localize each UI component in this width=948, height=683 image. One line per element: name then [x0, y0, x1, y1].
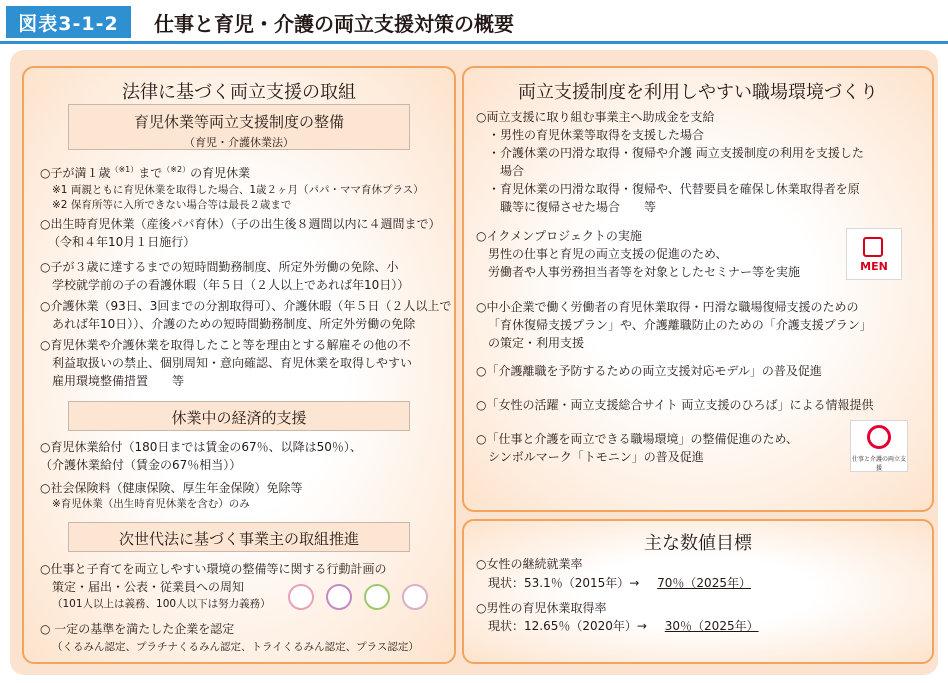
short-hours-line2: 学校就学前の子の看護休暇（年５日（２人以上であれば年10日）） — [52, 278, 410, 292]
childcare-system-heading — [68, 104, 410, 150]
subsidy-bullet-1: ・男性の育児休業等取得を支援した場合 — [488, 128, 705, 142]
footnote-ref-1: （※1） — [110, 165, 139, 174]
insurance-exemption: ○社会保険料（健康保険、厚生年金保険）免除等 — [40, 481, 303, 495]
return-plan-line2: 「育休復帰支援プラン」や、介護離職防止のための「介護支援プラン」 — [488, 318, 872, 332]
kurumin-marks — [288, 578, 438, 618]
figure-label: 図表3-1-2 — [6, 6, 131, 38]
dismissal-ban-line2: 利益取扱いの禁止、個別周知・意向確認、育児休業を取得しやすい — [52, 356, 413, 370]
subsidy-bullet-3-line2: 職等に復帰させた場合 等 — [500, 200, 657, 214]
legal-support-panel — [22, 66, 456, 664]
next-generation-title: 次世代法に基づく事業主の取組推進 — [118, 530, 359, 548]
insurance-exemption-note: ※育児休業（出生時育児休業を含む）のみ — [52, 498, 250, 510]
nursing-leave-line2: あれば年10日））、介護のための短時間勤務制度、所定外労働の免除 — [52, 317, 416, 331]
nursing-leave-line1: ○介護休業（93日、3回までの分割取得可）、介護休暇（年５日（２人以上で — [40, 299, 452, 313]
return-plan-line3: の策定・利用支援 — [488, 336, 585, 350]
male-leave-values — [488, 617, 759, 635]
plus-mark-icon — [402, 584, 428, 610]
male-leave-target: 30％（2025年） — [664, 619, 759, 633]
certification-line2: （くるみん認定、プラチナくるみん認定、トライくるみん認定、プラス認定） — [52, 641, 419, 653]
certification-line1: ○ 一定の基準を満たした企業を認定 — [40, 622, 235, 636]
childcare-leave-text-c: の育児休業 — [190, 166, 251, 180]
economic-support-title: 休業中の経済的支援 — [171, 409, 307, 427]
ikumen-head: ○イクメンプロジェクトの実施 — [476, 229, 642, 243]
ikumen-logo-text: MEN — [860, 260, 888, 273]
tomonin-line1: ○「仕事と介護を両立できる職場環境」の整備促進のため、 — [476, 432, 798, 446]
female-retention-head: ○女性の継続就業率 — [476, 557, 583, 571]
support-site-item: ○「女性の活躍・両立支援総合サイト 両立支援のひろば」による情報提供 — [476, 398, 874, 412]
legal-support-title: 法律に基づく両立支援の取組 — [122, 82, 356, 103]
footnote-ref-2: （※2） — [162, 165, 191, 174]
male-leave-head: ○男性の育児休業取得率 — [476, 601, 607, 615]
ikumen-line3: 労働者や人事労務担当者等を対象としたセミナー等を実施 — [488, 265, 801, 279]
economic-support-heading — [68, 401, 410, 431]
childcare-leave-item — [40, 164, 250, 182]
page-title: 仕事と育児・介護の両立支援対策の概要 — [154, 11, 514, 36]
header-rule — [0, 41, 948, 44]
female-retention-target: 70％（2025年） — [657, 576, 751, 590]
workplace-environment-panel — [462, 66, 934, 512]
female-retention-current: 現状：53.1％（2015年）→ — [488, 576, 640, 590]
next-generation-heading — [68, 522, 410, 552]
ikumen-logo-icon — [863, 237, 883, 257]
female-retention-values — [488, 574, 751, 592]
male-leave-current: 現状：12.65％（2020年）→ — [488, 619, 647, 633]
subsidy-bullet-2-line1: ・介護休業の円滑な取得・復帰や介護 両立支援制度の利用を支援した — [488, 146, 864, 160]
childcare-system-title: 育児休業等両立支援制度の整備 — [133, 113, 344, 131]
numerical-targets-panel — [462, 519, 934, 664]
tomonin-logo — [850, 420, 908, 472]
dismissal-ban-line1: ○育児休業や介護休業を取得したこと等を理由とする解雇その他の不 — [40, 338, 411, 352]
childcare-benefit-line1: ○育児休業給付（180日までは賃金の67％、以降は50％）、 — [40, 440, 362, 454]
ikumen-logo — [846, 228, 902, 280]
return-plan-line1: ○中小企業で働く労働者の育児休業取得・円滑な職場復帰支援のための — [476, 300, 859, 314]
subsidy-head: ○両立支援に取り組む事業主へ助成金を支給 — [476, 110, 715, 124]
try-kurumin-mark-icon — [364, 584, 390, 610]
postnatal-leave-line1: ○出生時育児休業（産後パパ育休）（子の出生後８週間以内に４週間まで） — [40, 217, 441, 231]
platinum-kurumin-mark-icon — [326, 584, 352, 610]
dismissal-ban-line3: 雇用環境整備措置 等 — [52, 374, 185, 388]
footnote-2: ※2 保育所等に入所できない場合等は最長２歳まで — [52, 199, 292, 211]
header — [0, 0, 948, 44]
footnote-1: ※1 両親ともに育児休業を取得した場合、1歳２ヶ月（パパ・ママ育休プラス） — [52, 184, 424, 196]
action-plan-line2: 策定・届出・公表・従業員への周知 — [52, 580, 245, 594]
ikumen-line2: 男性の仕事と育児の両立支援の促進のため、 — [488, 247, 728, 261]
action-plan-line1: ○仕事と子育てを両立しやすい環境の整備等に関する行動計画の — [40, 562, 387, 576]
care-model-item: ○「介護離職を予防するための両立支援対応モデル」の普及促進 — [476, 364, 822, 378]
childcare-leave-text-a: ○子が満１歳 — [40, 166, 111, 180]
subsidy-bullet-3-line1: ・育児休業の円滑な取得・復帰や、代替要員を確保し休業取得者を原 — [488, 182, 860, 196]
childcare-system-subtitle: （育児・介護休業法） — [184, 136, 294, 149]
tomonin-logo-caption: 仕事と介護の両立支援 — [851, 456, 906, 472]
short-hours-line1: ○子が３歳に達するまでの短時間勤務制度、所定外労働の免除、小 — [40, 260, 399, 274]
subsidy-bullet-2-line2: 場合 — [500, 164, 525, 178]
childcare-leave-text-b: まで — [138, 166, 163, 180]
kurumin-mark-icon — [288, 584, 314, 610]
tomonin-line2: シンボルマーク「トモニン」の普及促進 — [488, 450, 704, 464]
workplace-environment-title: 両立支援制度を利用しやすい職場環境づくり — [518, 82, 878, 103]
action-plan-line3: （101人以上は義務、100人以下は努力義務） — [52, 598, 271, 610]
numerical-targets-title: 主な数値目標 — [644, 533, 752, 554]
postnatal-leave-line2: （令和４年10月１日施行） — [48, 235, 196, 249]
childcare-benefit-line2: （介護休業給付（賃金の67％相当）） — [40, 458, 242, 472]
tomonin-mark-icon — [867, 425, 891, 449]
